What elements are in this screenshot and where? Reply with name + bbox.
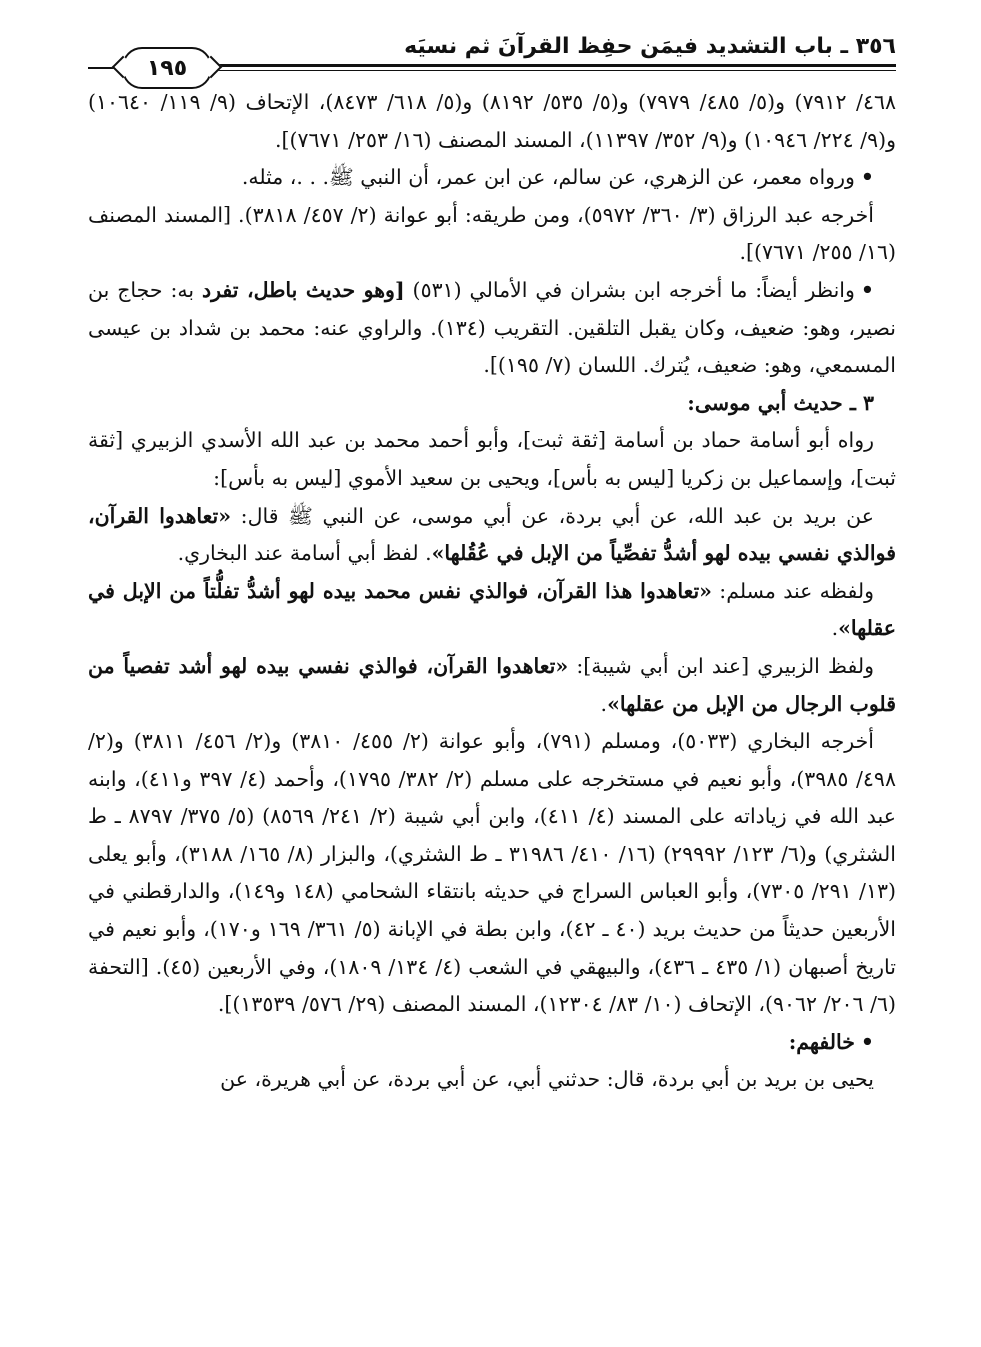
paragraph-2-text: ورواه معمر، عن الزهري، عن سالم، عن ابن عمر، أن النبي ﷺ. . .، مثله. [241, 165, 855, 190]
paragraph-11: يحيى بن بريد بن أبي بردة، قال: حدثني أبي، عن أبي بردة، عن أبي هريرة، عن [220, 1067, 874, 1092]
paragraph-1: ٤٦٨/ ٧٩١٢) و(٥/ ٤٨٥/ ٧٩٧٩) و(٥/ ٥٣٥/ ٨١٩٢) و(٥/ ٦١٨/ ٨٤٧٣)، الإتحاف (٩/ ١١٩/ ١٠٦٤٠) و(٩/ ٢٢٤/ ١٠٩٤٦) و(٩/ ٣٥٢/ ١١٣٩٧)، المسند المصنف (١٦/ ٢٥٣/ ٧٦٧١)]. [88, 90, 896, 152]
paragraph-10-text: خالفهم: [788, 1029, 855, 1054]
paragraph-8 [88, 648, 896, 723]
paragraph-2 [88, 159, 896, 197]
paragraph-4-text-a: وانظر أيضاً: ما أخرجه ابن بشران في الأمالي (٥٣١) [404, 277, 855, 302]
paragraph-8-text-b: . [600, 691, 608, 716]
section-heading: ٣ ـ حديث أبي موسى: [687, 390, 874, 415]
paragraph-6-text-a: عن بريد بن عبد الله، عن أبي بردة، عن أبي موسى، عن النبي ﷺ قال: [231, 503, 875, 528]
paragraph-4-text-b: به: حجاج بن نصير، وهو: ضعيف، وكان يقبل التلقين. التقريب (١٣٤). والراوي عنه: محمد بن شداد بن عيسى المسمعي، وهو: ضعيف، يُترك. اللسان (٧/ ١٩٥)]. [88, 277, 896, 378]
book-page [88, 22, 896, 88]
paragraph-5: رواه أبو أسامة حماد بن أسامة [ثقة ثبت]، وأبو أحمد محمد بن عبد الله الأسدي الزبيري [ثقة ثبت]، وإسماعيل بن زكريا [ليس به بأس]، ويحيى بن سعيد الأموي [ليس به بأس]: [88, 428, 896, 490]
paragraph-7-text-b: . [831, 616, 839, 641]
hadith-text-zubairi: «تعاهدوا القرآن، فوالذي نفسي بيده لهو أشد تفصياً من قلوب الرجال من الإبل من عقلها» [88, 653, 896, 716]
paragraph-6 [88, 498, 896, 573]
paragraph-7 [88, 573, 896, 648]
paragraph-3: أخرجه عبد الرزاق (٣/ ٣٦٠/ ٥٩٧٢)، ومن طريقه: أبو عوانة (٢/ ٤٥٧/ ٣٨١٨). [المسند المصنف (١٦/ ٢٥٥/ ٧٦٧١)]. [88, 202, 896, 265]
page-body [88, 84, 896, 1099]
paragraph-10 [88, 1024, 896, 1062]
header-rule-thin [206, 70, 896, 71]
paragraph-8-text-a: ولفظ الزبيري [عند ابن أبي شيبة]: [568, 653, 874, 678]
bullet: • [860, 1029, 874, 1054]
paragraph-9: أخرجه البخاري (٥٠٣٣)، ومسلم (٧٩١)، وأبو عوانة (٢/ ٤٥٥/ ٣٨١٠) و(٢/ ٤٥٦/ ٣٨١١) و(٢/ ٤٩٨/ ٣٩٨٥)، وأبو نعيم في مستخرجه على مسلم (٢/ ٣٨٢/ ١٧٩٥)، وأحمد (٤/ ٣٩٧ و٤١١)، وابنه عبد الله في زياداته على المسند (٤/ ٤١١)، وابن أبي شيبة (٢/ ٢٤١/ ٨٥٦٩) (٥/ ٣٧٥/ ٨٧٩٧ ـ ط الشثري) و(٦/ ١٢٣/ ٢٩٩٩٢) (١٦/ ٤١٠/ ٣١٩٨٦ ـ ط الشثري)، والبزار (٨/ ١٦٥/ ٣١٨٨)، وأبو يعلى (١٣/ ٢٩١/ ٧٣٠٥)، وأبو العباس السراج في حديثه بانتقاء الشحامي (١٤٨ و١٤٩)، والدارقطني في الأربعين حديثاً من حديث بريد (٤٠ ـ ٤٢)، وابن بطة في الإبانة (٥/ ٣٦١/ ١٦٩ و١٧٠)، وأبو نعيم في تاريخ أصبهان (١/ ٤٣٥ ـ ٤٣٦)، والبيهقي في الشعب (٤/ ١٣٤/ ١٨٠٩)، وفي الأربعين (٤٥). [التحفة (٦/ ٢٠٦/ ٩٠٦٢)، الإتحاف (١٠/ ٨٣/ ١٢٣٠٤)، المسند المصنف (٢٩/ ٥٧٦/ ١٣٥٣٩)]. [88, 729, 896, 1017]
page-number: ١٩٥ [146, 55, 188, 81]
bullet: • [860, 165, 874, 190]
paragraph-6-text-b: . لفظ أبي أسامة عند البخاري. [177, 541, 432, 566]
paragraph-4 [88, 272, 896, 385]
page-number-badge [122, 47, 212, 89]
paragraph-7-text-a: ولفظه عند مسلم: [712, 578, 875, 603]
page-header [88, 22, 896, 88]
bullet: • [860, 277, 875, 302]
paragraph-4-bold: [وهو حديث باطل، تفرد [201, 277, 405, 302]
running-head: ٣٥٦ ـ باب التشديد فيمَن حفِظ القرآنَ ثم نسيَه [404, 34, 896, 59]
header-rule-thick [206, 64, 896, 67]
hadith-text-muslim: «تعاهدوا هذا القرآن، فوالذي نفس محمد بيده لهو أشدُّ تفلُّتاً من الإبل في عقلها» [88, 578, 896, 641]
hadith-text: «تعاهدوا القرآن، فوالذي نفسي بيده لهو أشدُّ تفصِّياً من الإبل في عُقُلها» [88, 503, 896, 566]
